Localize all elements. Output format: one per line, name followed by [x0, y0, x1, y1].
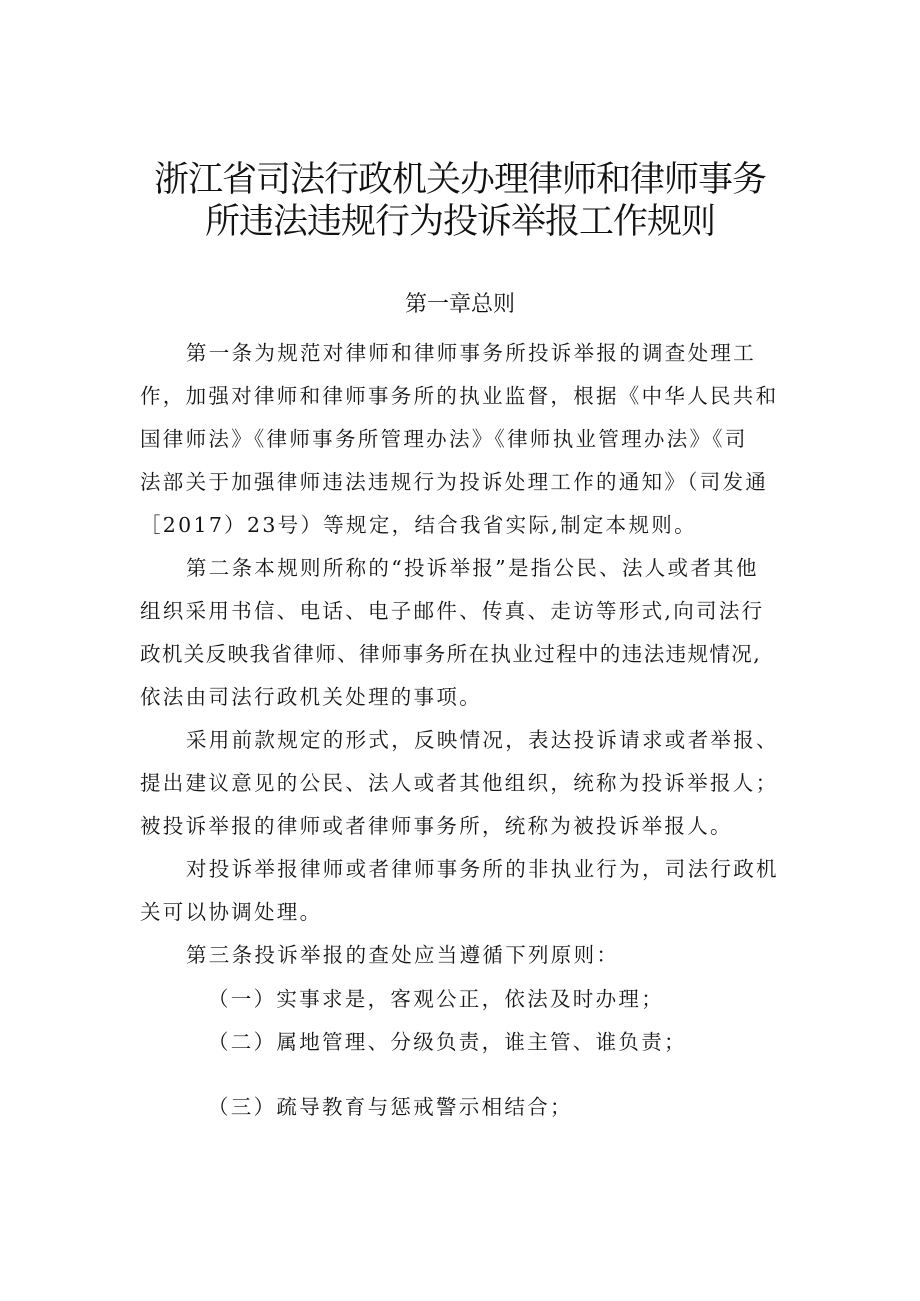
- chapter-heading: 第一章总则: [404, 292, 515, 317]
- article-1-line-2: 作，加强对律师和律师事务所的执业监督，根据《中华人民共和: [140, 384, 779, 408]
- article-2-para-3-line-2: 关可以协调处理。: [140, 900, 323, 924]
- article-2-line-1: 第二条本规则所称的“投诉举报”是指公民、法人或者其他: [186, 556, 759, 580]
- article-2-para-2-line-1: 采用前款规定的形式，反映情况，表达投诉请求或者举报、: [186, 728, 779, 752]
- article-1-line-1: 第一条为规范对律师和律师事务所投诉举报的调查处理工: [186, 341, 756, 365]
- principle-item-3: （三）疏导教育与惩戒警示相结合；: [208, 1095, 573, 1119]
- article-2-para-3-line-1: 对投诉举报律师或者律师事务所的非执业行为，司法行政机: [186, 857, 779, 881]
- document-title-line-1: 浙江省司法行政机关办理律师和律师事务: [153, 160, 766, 200]
- article-1-line-3: 国律师法》《律师事务所管理办法》《律师执业管理办法》《司: [140, 427, 748, 451]
- document-title-line-2: 所违法违规行为投诉举报工作规则: [204, 202, 715, 242]
- article-2-line-3: 政机关反映我省律师、律师事务所在执业过程中的违法违规情况,: [140, 642, 762, 666]
- article-3-line-1: 第三条投诉举报的查处应当遵循下列原则：: [186, 943, 620, 967]
- article-2-line-4: 依法由司法行政机关处理的事项。: [140, 685, 482, 709]
- principle-item-1: （一）实事求是，客观公正，依法及时办理；: [208, 987, 664, 1011]
- article-2-line-2: 组织采用书信、电话、电子邮件、传真、走访等形式,向司法行: [140, 599, 765, 623]
- principle-item-2: （二）属地管理、分级负责，谁主管、谁负责；: [208, 1030, 687, 1054]
- article-1-line-4: 法部关于加强律师违法违规行为投诉处理工作的通知》（司发通: [140, 470, 769, 494]
- article-1-line-5: ［2017）23号）等规定，结合我省实际,制定本规则。: [140, 513, 697, 537]
- article-2-para-2-line-2: 提出建议意见的公民、法人或者其他组织，统称为投诉举报人；: [140, 771, 779, 795]
- article-2-para-2-line-3: 被投诉举报的律师或者律师事务所，统称为被投诉举报人。: [140, 814, 733, 838]
